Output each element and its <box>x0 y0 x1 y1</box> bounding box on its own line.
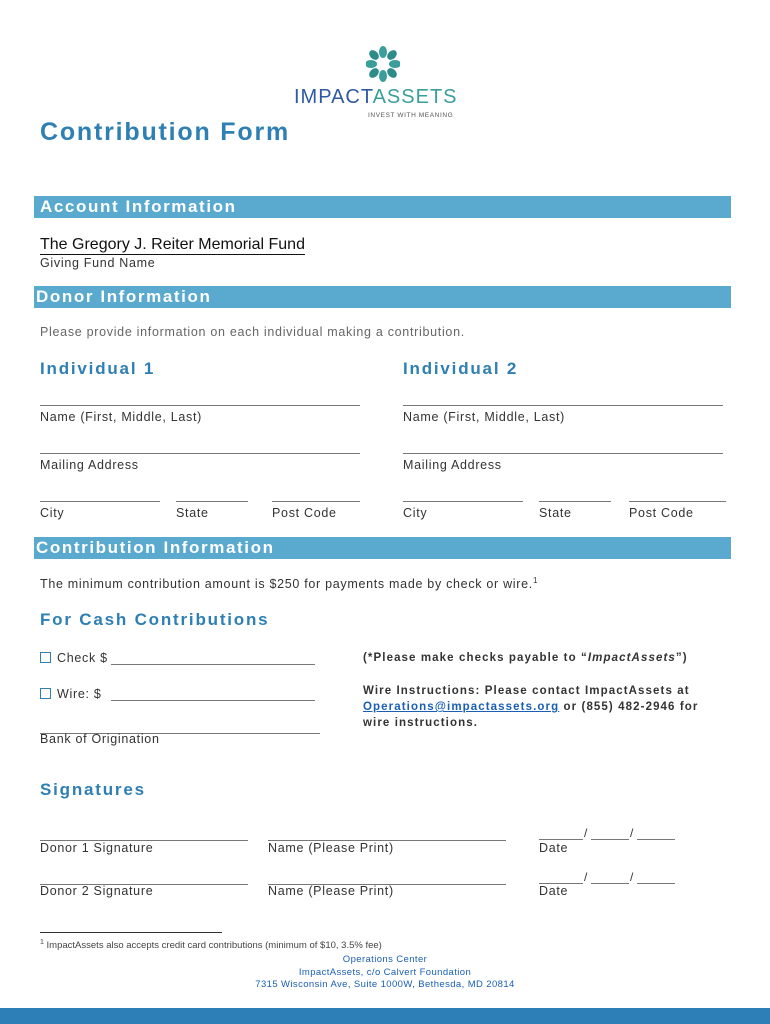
giving-fund-label: Giving Fund Name <box>40 256 156 270</box>
donor-1-print-name-label: Name (Please Print) <box>268 841 394 855</box>
individual-2-heading: Individual 2 <box>403 359 519 378</box>
donor-2-date-label: Date <box>539 884 569 898</box>
wire-note-suffix: or (855) 482-2946 for wire instructions. <box>363 701 699 729</box>
donor-2-print-name-label: Name (Please Print) <box>268 884 394 898</box>
footer-line-3: 7315 Wisconsin Ave, Suite 1000W, Bethesda, MD 20814 <box>255 979 515 990</box>
donor-1-signature-label: Donor 1 Signature <box>40 841 154 855</box>
donor-1-date-year[interactable] <box>637 839 675 840</box>
check-note-suffix: ”) <box>675 652 688 664</box>
footnote-mark: 1 <box>40 939 44 946</box>
logo-wordmark-impact: IMPACT <box>294 86 373 108</box>
logo-flower-icon <box>366 46 400 82</box>
wire-label: Wire: $ <box>57 687 102 701</box>
individual-1-address-label: Mailing Address <box>40 458 139 472</box>
check-amount-field[interactable] <box>111 664 315 665</box>
wire-amount-field[interactable] <box>111 700 315 701</box>
footer-address <box>0 954 770 992</box>
logo-wordmark <box>294 86 458 109</box>
individual-2-city-field[interactable] <box>403 501 523 502</box>
donor-2-date-day[interactable] <box>591 883 629 884</box>
footnote-reference: 1 <box>532 576 539 585</box>
individual-1-city-label: City <box>40 506 65 520</box>
individual-1-state-label: State <box>176 506 209 520</box>
logo-wordmark-assets: ASSETS <box>372 86 458 108</box>
bank-origination-label: Bank of Origination <box>40 732 160 746</box>
individual-2-city-label: City <box>403 506 428 520</box>
donor-2-date-sep-1: / <box>584 870 588 884</box>
donor-1-date-label: Date <box>539 841 569 855</box>
donor-2-signature-label: Donor 2 Signature <box>40 884 154 898</box>
individual-1-city-field[interactable] <box>40 501 160 502</box>
section-title-account: Account Information <box>40 197 237 216</box>
individual-2-state-field[interactable] <box>539 501 611 502</box>
check-note-payee: ImpactAssets <box>587 652 676 664</box>
footnote <box>40 939 382 951</box>
page-title: Contribution Form <box>40 118 290 146</box>
donor-2-date-sep-2: / <box>630 870 634 884</box>
individual-2-address-label: Mailing Address <box>403 458 502 472</box>
donor-1-date-sep-1: / <box>584 826 588 840</box>
individual-2-postcode-field[interactable] <box>629 501 726 502</box>
wire-checkbox[interactable] <box>40 688 51 699</box>
wire-option[interactable] <box>40 687 102 701</box>
individual-1-name-field[interactable] <box>40 405 360 406</box>
section-bar-account <box>34 196 731 218</box>
wire-instructions-note <box>363 683 713 731</box>
donor-1-date-sep-2: / <box>630 826 634 840</box>
donor-instructions: Please provide information on each individual making a contribution. <box>40 325 465 339</box>
individual-1-postcode-field[interactable] <box>272 501 360 502</box>
section-title-donor: Donor Information <box>36 287 212 306</box>
check-checkbox[interactable] <box>40 652 51 663</box>
donor-1-date-month[interactable] <box>539 839 583 840</box>
footer-line-2: ImpactAssets, c/o Calvert Foundation <box>298 966 472 978</box>
individual-2-state-label: State <box>539 506 572 520</box>
minimum-contribution-note <box>40 576 538 591</box>
donor-2-date-year[interactable] <box>637 883 675 884</box>
donor-2-date-field[interactable] <box>539 870 675 884</box>
individual-2-name-field[interactable] <box>403 405 723 406</box>
check-note-prefix: (*Please make checks payable to “ <box>363 652 588 664</box>
operations-email-link[interactable]: Operations@impactassets.org <box>363 701 560 713</box>
cash-contributions-heading: For Cash Contributions <box>40 610 270 629</box>
donor-1-date-day[interactable] <box>591 839 629 840</box>
individual-1-heading: Individual 1 <box>40 359 156 378</box>
signatures-heading: Signatures <box>40 780 146 799</box>
logo-tagline: INVEST WITH MEANING <box>368 112 454 119</box>
individual-1-state-field[interactable] <box>176 501 248 502</box>
check-payable-note <box>363 652 688 664</box>
minimum-contribution-text: The minimum contribution amount is $250 for payments made by check or wire. <box>40 577 533 592</box>
wire-note-prefix: Wire Instructions: Please contact ImpactAssets at <box>363 685 690 697</box>
individual-1-address-field[interactable] <box>40 453 360 454</box>
individual-2-address-field[interactable] <box>403 453 723 454</box>
logo <box>288 46 478 122</box>
section-bar-donor <box>34 286 731 308</box>
footnote-text: ImpactAssets also accepts credit card contributions (minimum of $10, 3.5% fee) <box>46 940 382 952</box>
section-title-contribution: Contribution Information <box>36 538 275 557</box>
individual-2-postcode-label: Post Code <box>629 506 694 520</box>
footer-line-1: Operations Center <box>342 954 428 965</box>
individual-1-postcode-label: Post Code <box>272 506 337 520</box>
footer-band <box>0 1008 770 1024</box>
check-option[interactable] <box>40 651 108 665</box>
check-label: Check $ <box>57 651 108 665</box>
footnote-divider <box>40 932 222 933</box>
section-bar-contribution <box>34 537 731 559</box>
individual-2-name-label: Name (First, Middle, Last) <box>403 410 565 424</box>
donor-1-date-field[interactable] <box>539 826 675 840</box>
individual-1-name-label: Name (First, Middle, Last) <box>40 410 202 424</box>
giving-fund-value[interactable]: The Gregory J. Reiter Memorial Fund <box>40 236 305 253</box>
